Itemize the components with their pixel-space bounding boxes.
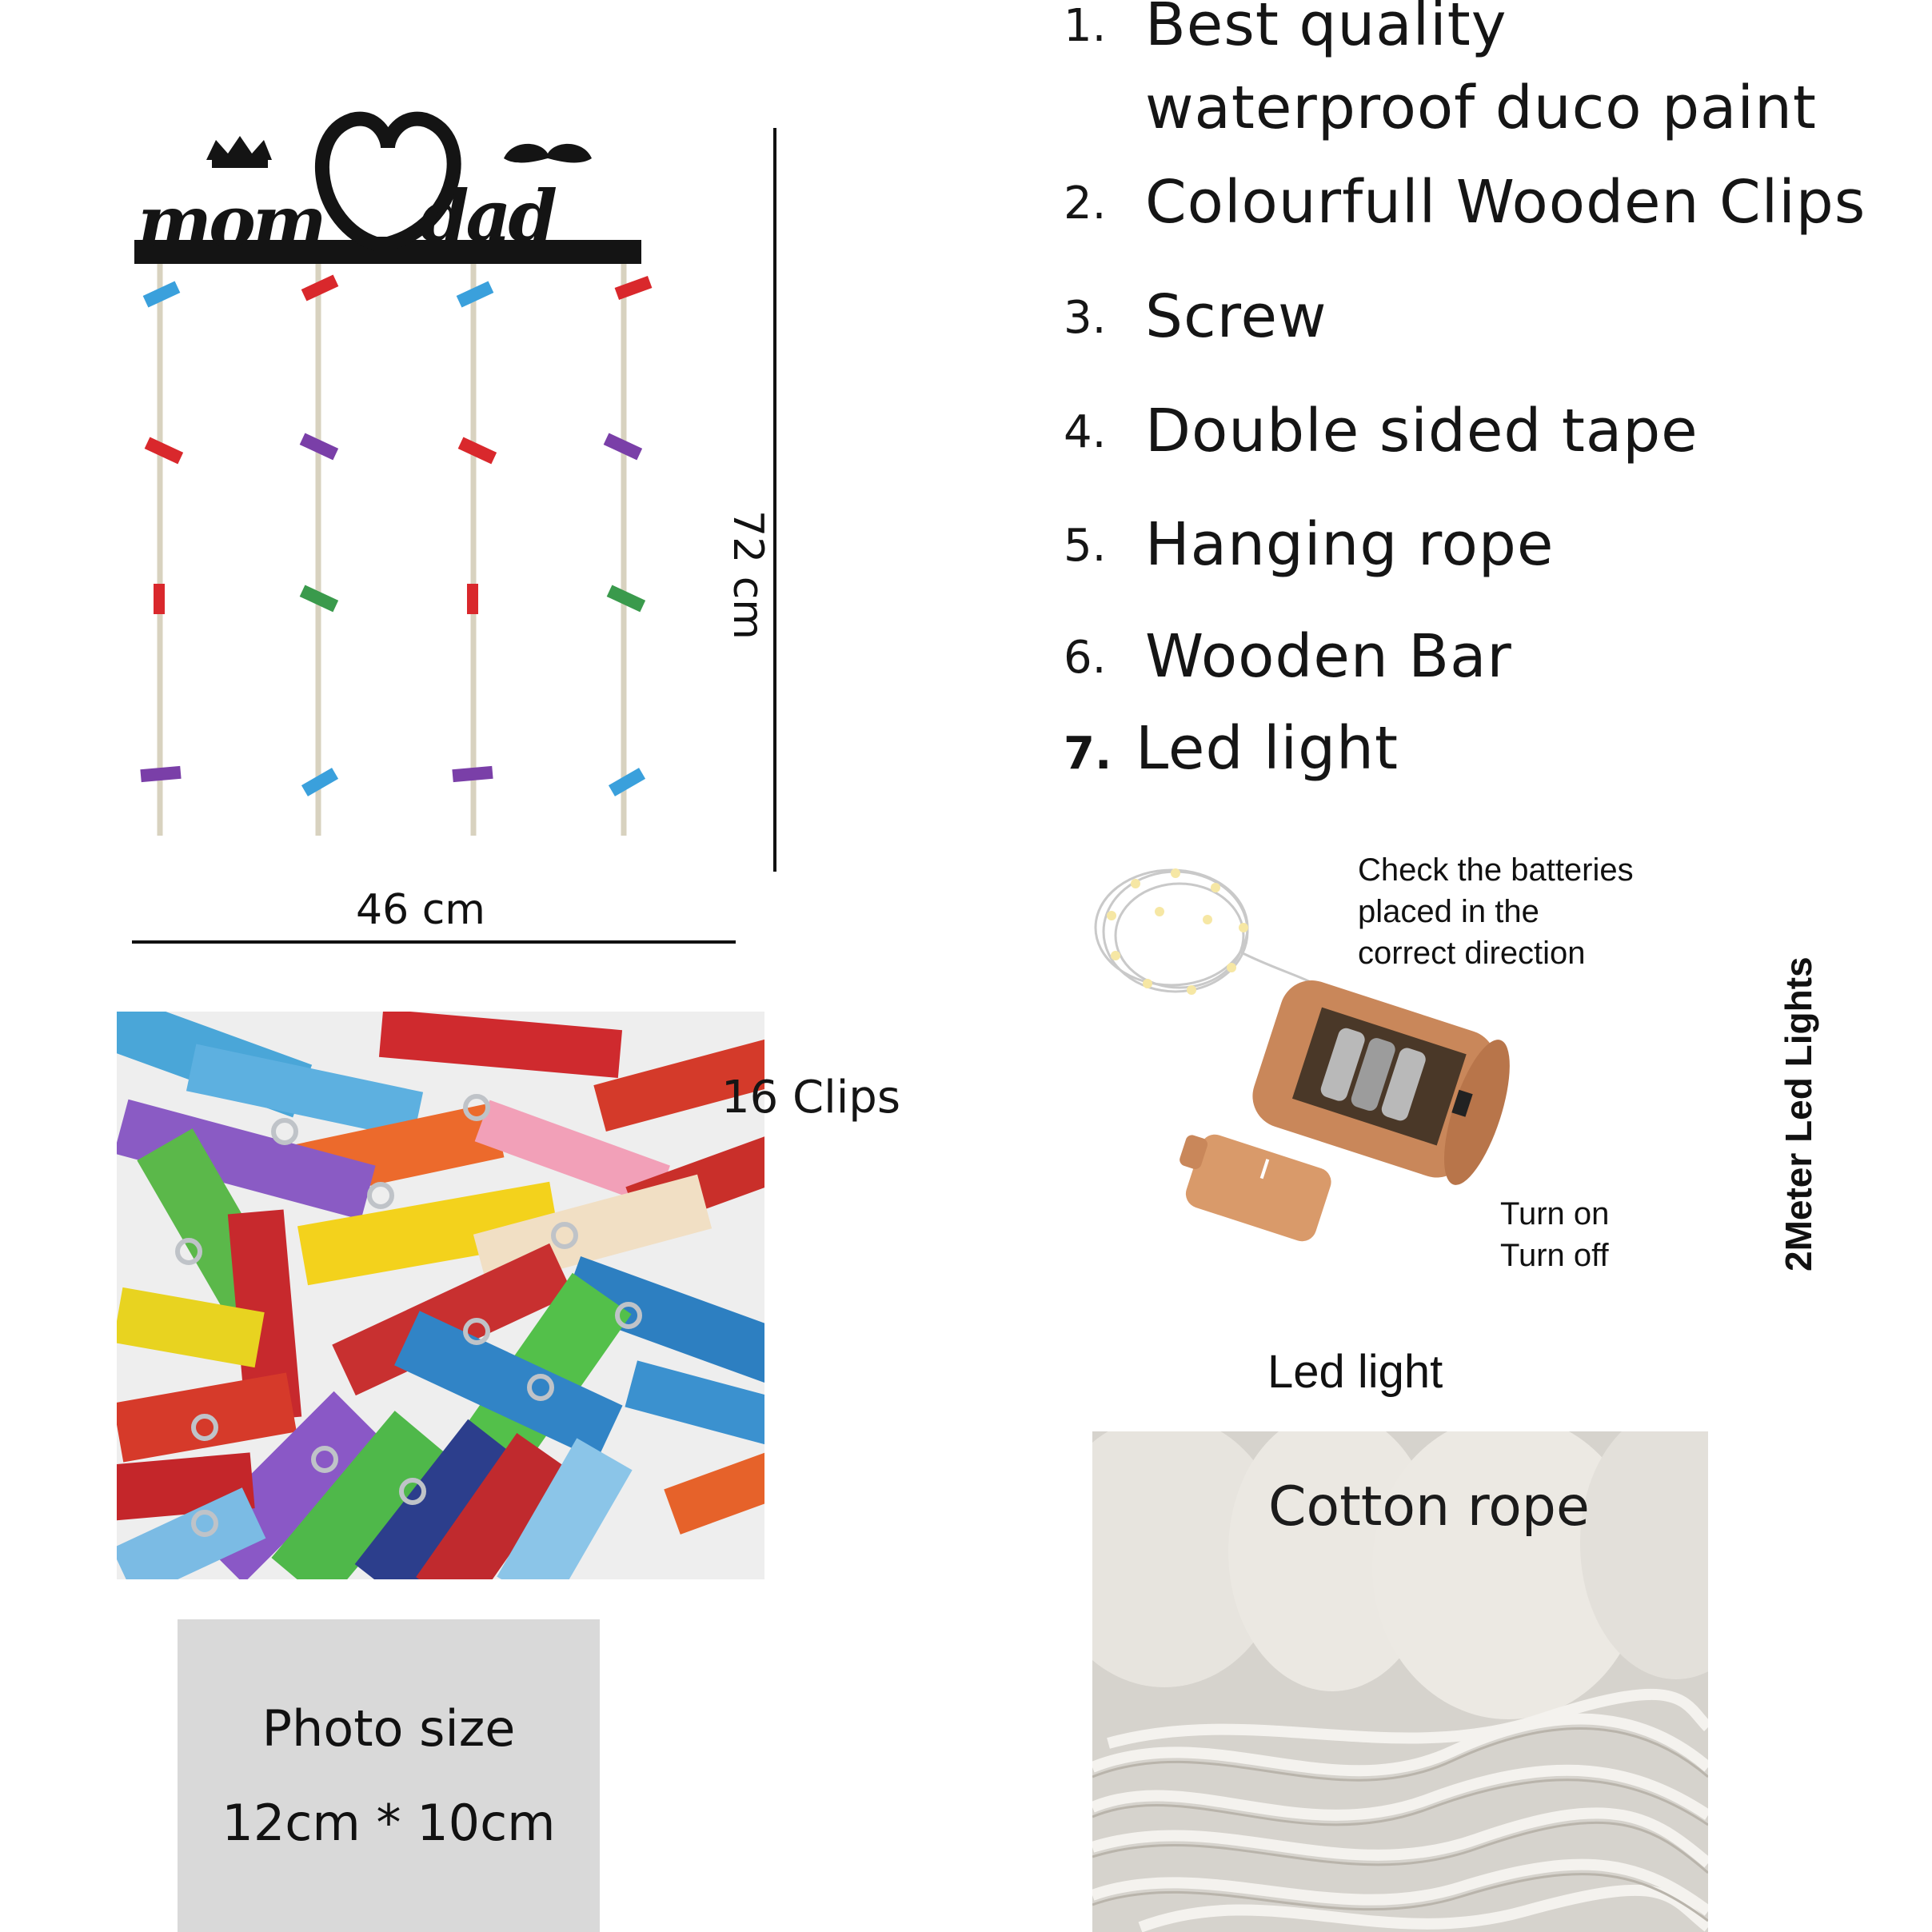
rope-clips (140, 274, 652, 796)
switch-note-off: Turn off (1500, 1238, 1609, 1273)
battery-note-line-1: Check the batteries (1358, 852, 1634, 888)
feature-2-text: Colourfull Wooden Clips (1145, 168, 1866, 237)
feature-6-number: 6. (1064, 632, 1107, 684)
height-dimension-line (773, 128, 776, 872)
feature-1-line-2: waterproof duco paint (1145, 74, 1817, 142)
photo-size-box (178, 1619, 600, 1932)
feature-1-line-1: Best quality (1145, 0, 1507, 59)
sign-text-mom: mom (138, 180, 324, 263)
cotton-rope-title: Cotton rope (1268, 1475, 1590, 1539)
clips-pile-graphic (117, 1012, 764, 1579)
battery-cap (1167, 1126, 1335, 1245)
sign-text-dad: dad (420, 174, 555, 257)
wooden-clips-photo (117, 1012, 764, 1579)
photo-size-title: Photo size (261, 1699, 516, 1758)
feature-6-text: Wooden Bar (1145, 622, 1512, 691)
clip (140, 766, 181, 782)
battery-note-line-2: placed in the (1358, 894, 1539, 929)
feature-7-text: Led light (1136, 714, 1399, 783)
led-length-label: 2Meter Led Lights (1778, 956, 1819, 1271)
switch-note (1500, 1193, 1609, 1276)
feature-5-number: 5. (1064, 520, 1107, 572)
width-dimension-label: 46 cm (356, 886, 485, 934)
switch-note-on: Turn on (1500, 1196, 1610, 1231)
photo-holder-illustration (112, 104, 672, 872)
feature-1-number: 1. (1064, 0, 1107, 52)
battery-note (1358, 849, 1634, 974)
crown-icon (206, 136, 272, 160)
height-dimension-label: 72 cm (724, 510, 772, 640)
feature-7-number: 7. (1064, 728, 1112, 780)
feature-5-text: Hanging rope (1145, 510, 1555, 579)
feature-4-text: Double sided tape (1145, 397, 1698, 465)
crown-base (212, 160, 268, 168)
led-caption: Led light (1267, 1346, 1443, 1398)
battery-note-line-3: correct direction (1358, 936, 1586, 971)
moustache-icon (504, 144, 592, 163)
feature-4-number: 4. (1064, 406, 1107, 458)
feature-3-number: 3. (1064, 292, 1107, 344)
clips-count-label: 16 Clips (721, 1072, 900, 1124)
clip (615, 276, 653, 300)
width-dimension-line (132, 940, 736, 944)
clip (145, 437, 183, 464)
feature-3-text: Screw (1145, 282, 1327, 351)
feature-2-number: 2. (1064, 178, 1107, 230)
cotton-rope-photo (1092, 1431, 1708, 1932)
clip (467, 584, 478, 614)
photo-size-value: 12cm * 10cm (222, 1794, 556, 1852)
hanging-ropes (160, 264, 624, 836)
clip (452, 766, 493, 782)
clip (458, 437, 497, 464)
clip (154, 584, 165, 614)
clip (609, 768, 645, 796)
